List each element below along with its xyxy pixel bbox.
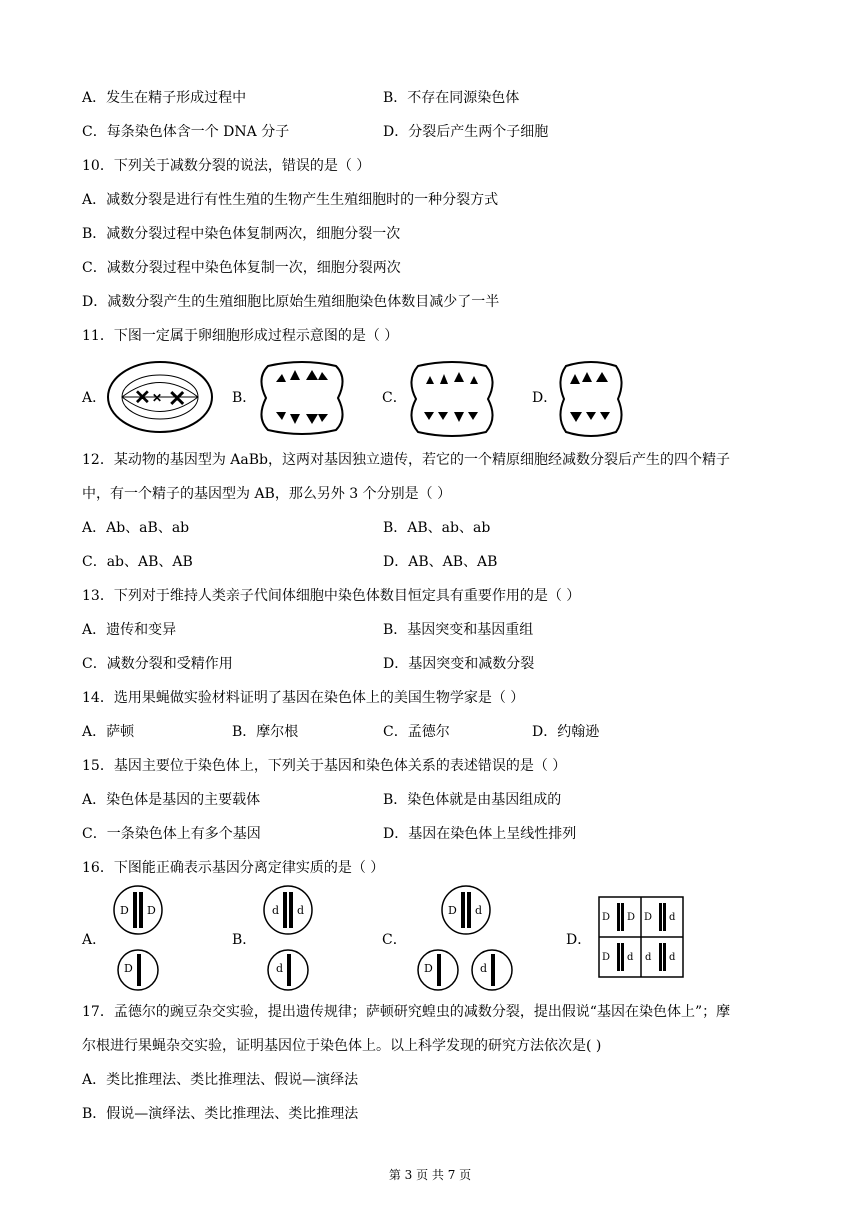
q9-option-b: B．不存在同源染色体 — [383, 90, 520, 106]
gene-label: d — [272, 904, 280, 917]
q11-label-d: D． — [532, 390, 558, 406]
q16-label-d: D． — [566, 932, 592, 948]
q12-option-a: A．Ab、aB、ab — [82, 520, 190, 536]
q9-option-c: C．每条染色体含一个 DNA 分子 — [82, 124, 290, 140]
q16-figure-d — [598, 896, 684, 978]
q16-figure-b — [256, 884, 320, 994]
q15-option-a: A．染色体是基因的主要载体 — [82, 792, 261, 808]
gene-label: D — [424, 962, 433, 975]
q14-option-b: B．摩尔根 — [232, 724, 299, 740]
q14-option-c: C．孟德尔 — [383, 724, 450, 740]
q11-label-c: C． — [382, 390, 407, 406]
q13-option-b: B．基因突变和基因重组 — [383, 622, 534, 638]
q15-option-c: C．一条染色体上有多个基因 — [82, 826, 261, 842]
q11-label-b: B． — [232, 390, 257, 406]
q13-stem: 13．下列对于维持人类亲子代间体细胞中染色体数目恒定具有重要作用的是（ ） — [82, 588, 581, 604]
gene-label: d — [297, 904, 305, 917]
q11-figure-b — [256, 358, 348, 438]
svg-text:✕: ✕ — [134, 385, 151, 409]
q12-stem-line1: 12．某动物的基因型为 AaBb，这两对基因独立遗传，若它的一个精原细胞经减数分裂后产生的四个精子 — [82, 452, 730, 468]
q16-label-b: B． — [232, 932, 257, 948]
gene-label: D — [602, 952, 611, 963]
q17-stem-line1: 17．孟德尔的豌豆杂交实验，提出遗传规律；萨顿研究蝗虫的减数分裂，提出假说“基因在染色体上”；摩 — [82, 1004, 731, 1020]
q13-option-c: C．减数分裂和受精作用 — [82, 656, 233, 672]
gene-label: d — [276, 962, 284, 975]
q10-option-c: C．减数分裂过程中染色体复制一次，细胞分裂两次 — [82, 260, 401, 276]
gene-label: d — [627, 952, 634, 963]
q17-stem-line2: 尔根进行果蝇杂交实验，证明基因位于染色体上。以上科学发现的研究方法依次是( ) — [82, 1038, 602, 1054]
page-number-footer: 第 3 页 共 7 页 — [388, 1168, 472, 1182]
q10-option-d: D．减数分裂产生的生殖细胞比原始生殖细胞染色体数目减少了一半 — [82, 294, 500, 310]
q10-stem: 10．下列关于减数分裂的说法，错误的是（ ） — [82, 158, 371, 174]
gene-label: D — [644, 912, 653, 923]
q16-figure-a — [106, 884, 170, 994]
q12-option-d: D．AB、AB、AB — [383, 554, 498, 570]
q11-stem: 11．下图一定属于卵细胞形成过程示意图的是（ ） — [82, 328, 399, 344]
gene-label: d — [669, 912, 676, 923]
q17-option-b: B．假说—演绎法、类比推理法、类比推理法 — [82, 1106, 359, 1122]
q12-option-b: B．AB、ab、ab — [383, 520, 491, 536]
gene-label: d — [645, 952, 652, 963]
q16-figure-c — [410, 884, 518, 994]
gene-label: d — [475, 904, 483, 917]
q11-figure-c — [406, 358, 498, 440]
q10-option-b: B．减数分裂过程中染色体复制两次，细胞分裂一次 — [82, 226, 401, 242]
q12-stem-line2: 中，有一个精子的基因型为 AB，那么另外 3 个分别是（ ） — [82, 486, 452, 502]
q17-option-a: A．类比推理法、类比推理法、假说—演绎法 — [82, 1072, 359, 1088]
q13-option-a: A．遗传和变异 — [82, 622, 177, 638]
gene-label: D — [120, 904, 129, 917]
gene-label: d — [669, 952, 676, 963]
q10-option-a: A．减数分裂是进行有性生殖的生物产生生殖细胞时的一种分裂方式 — [82, 192, 499, 208]
q13-option-d: D．基因突变和减数分裂 — [383, 656, 535, 672]
gene-label: D — [448, 904, 457, 917]
q11-figure-a — [104, 358, 216, 436]
q15-stem: 15．基因主要位于染色体上，下列关于基因和染色体关系的表述错误的是（ ） — [82, 758, 567, 774]
gene-label: D — [124, 962, 133, 975]
q16-stem: 16．下图能正确表示基因分离定律实质的是（ ） — [82, 860, 385, 876]
gene-label: D — [602, 912, 611, 923]
q11-label-a: A． — [82, 390, 107, 406]
q12-option-c: C．ab、AB、AB — [82, 554, 193, 570]
q16-label-c: C． — [382, 932, 407, 948]
q14-option-d: D．约翰逊 — [532, 724, 600, 740]
svg-text:✕: ✕ — [152, 391, 163, 405]
gene-label: D — [627, 912, 636, 923]
q9-option-d: D．分裂后产生两个子细胞 — [383, 124, 549, 140]
q14-stem: 14．选用果蝇做实验材料证明了基因在染色体上的美国生物学家是（ ） — [82, 690, 525, 706]
q16-label-a: A． — [82, 932, 107, 948]
gene-label: d — [480, 962, 488, 975]
q11-figure-d — [556, 358, 626, 440]
q9-option-a: A．发生在精子形成过程中 — [82, 90, 247, 106]
svg-text:✕: ✕ — [168, 386, 187, 412]
q15-option-b: B．染色体就是由基因组成的 — [383, 792, 562, 808]
q15-option-d: D．基因在染色体上呈线性排列 — [383, 826, 577, 842]
q14-option-a: A．萨顿 — [82, 724, 135, 740]
gene-label: D — [147, 904, 156, 917]
